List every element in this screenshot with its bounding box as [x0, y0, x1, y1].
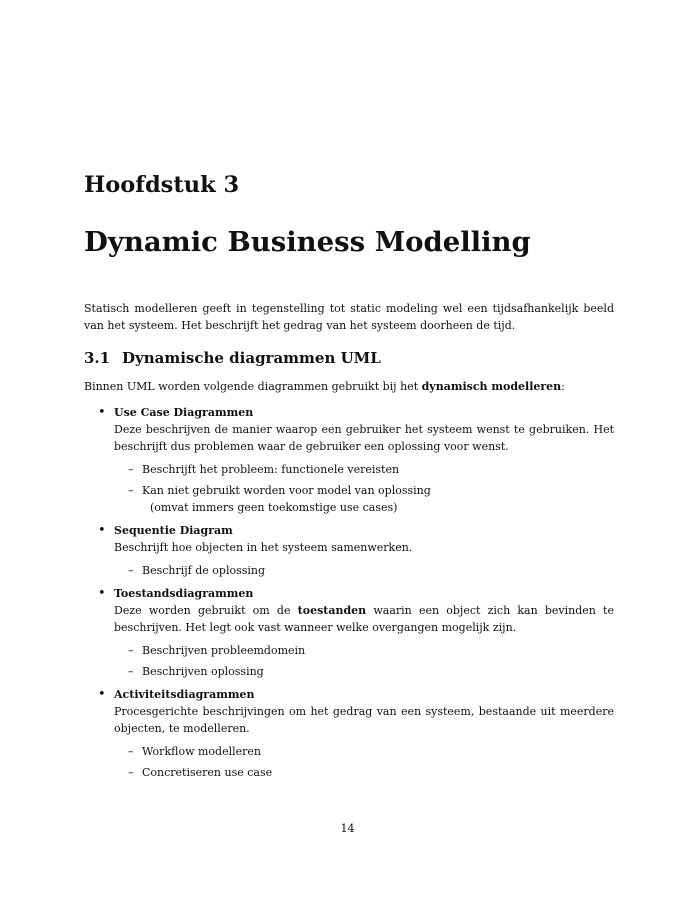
item-description: Procesgerichte beschrijvingen om het gedrag van een systeem, bestaande uit meerdere objecten, te modelleren.: [114, 705, 614, 735]
dash-icon: –: [128, 564, 134, 577]
section-title: Dynamische diagrammen UML: [122, 349, 381, 367]
dash-icon: –: [128, 745, 134, 758]
dash-icon: –: [128, 463, 134, 476]
sub-list: [114, 562, 614, 579]
bullet-icon: •: [98, 687, 106, 702]
sub-list-item: – Beschrijven oplossing: [128, 665, 264, 678]
intro-paragraph: Statisch modelleren geeft in tegenstelling tot static modeling wel een tijdsafhankelijk beeld van het systeem. Het beschrijft het gedrag van het systeem doorheen de tijd.: [84, 302, 614, 332]
item-description: Deze worden gebruikt om de toestanden waarin een object zich kan bevinden te beschrijven. Het legt ook vast wanneer welke overgangen mogelijk zijn.: [114, 604, 614, 634]
bullet-icon: •: [98, 523, 106, 538]
list-item: [84, 686, 614, 781]
sub-list-item: – Beschrijft het probleem: functionele vereisten: [128, 463, 400, 476]
lead-suffix: :: [561, 380, 565, 393]
lead-prefix: Binnen UML worden volgende diagrammen gebruikt bij het: [84, 380, 422, 393]
dash-icon: –: [128, 484, 134, 497]
sub-list-item: – Beschrijven probleemdomein: [128, 644, 306, 657]
section-heading: [84, 348, 381, 368]
sub-list-item: – Concretiseren use case: [128, 766, 273, 779]
sub-list: [114, 642, 614, 680]
sub-list: [114, 743, 614, 781]
sub-list-item: – Beschrijf de oplossing: [128, 564, 266, 577]
section-lead: [84, 378, 614, 395]
diagram-list: [84, 404, 614, 787]
item-description: Deze beschrijven de manier waarop een gebruiker het systeem wenst te gebruiken. Het beschrijft dus problemen waar de gebruiker een oplossing voor wenst.: [114, 423, 614, 453]
list-item: [84, 522, 614, 579]
sub-list-item: – Workflow modelleren: [128, 745, 261, 758]
dash-icon: –: [128, 644, 134, 657]
sub-list: [114, 461, 614, 516]
item-title: Toestandsdiagrammen: [114, 587, 254, 600]
lead-bold: dynamisch modelleren: [421, 380, 562, 393]
section-number: 3.1: [84, 349, 111, 367]
list-item: [84, 404, 614, 516]
bullet-icon: •: [98, 586, 106, 601]
item-title: Activiteitsdiagrammen: [114, 688, 255, 701]
dash-icon: –: [128, 766, 134, 779]
dash-icon: –: [128, 665, 134, 678]
sub-item-continuation: (omvat immers geen toekomstige use cases): [150, 501, 398, 514]
sub-list-item: – Kan niet gebruikt worden voor model van oplossing (omvat immers geen toekomstige use cases): [114, 482, 614, 516]
item-description: Beschrijft hoe objecten in het systeem samenwerken.: [114, 541, 413, 554]
item-title: Use Case Diagrammen: [114, 406, 254, 419]
item-title: Sequentie Diagram: [114, 524, 233, 537]
list-item: [84, 585, 614, 680]
chapter-title: Dynamic Business Modelling: [84, 226, 531, 258]
chapter-label: Hoofdstuk 3: [84, 172, 240, 198]
page-number: 14: [340, 822, 355, 835]
bullet-icon: •: [98, 405, 106, 420]
